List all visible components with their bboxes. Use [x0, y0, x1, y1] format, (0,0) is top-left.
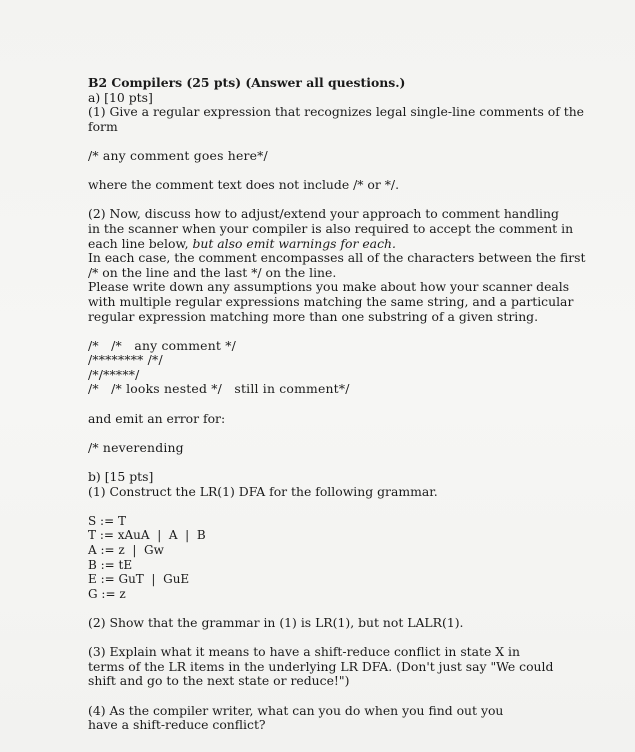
part-b-label: b) [15 pts]	[88, 469, 154, 485]
grammar-rule: T := xAuA | A | B	[88, 528, 206, 543]
part-b-q3-line: shift and go to the next state or reduce!")	[88, 673, 350, 689]
part-b-q2: (2) Show that the grammar in (1) is LR(1), but not LALR(1).	[88, 614, 464, 630]
part-a-q2-line: in the scanner when your compiler is also required to accept the comment in	[88, 220, 574, 236]
grammar-rule: B := tE	[88, 557, 133, 572]
part-a-q2-line	[88, 237, 558, 252]
part-a-q2-line: regular expression matching more than one substring of a given string.	[88, 308, 539, 324]
q2-plain-text: each line below,	[88, 235, 193, 251]
exam-content	[88, 75, 586, 733]
part-a-q1-line: form	[88, 118, 118, 134]
part-a-q2-line: Please write down any assumptions you make about how your scanner deals	[88, 279, 570, 295]
error-example: /* neverending	[88, 439, 184, 455]
part-a-q1-line: (1) Give a regular expression that recognizes legal single-line comments of the	[88, 104, 585, 120]
warning-example: /*/*****/	[88, 366, 140, 382]
part-a-q2-line: In each case, the comment encompasses all of the characters between the first	[88, 250, 586, 266]
comment-example: /* any comment goes here*/	[88, 147, 268, 163]
grammar-rule: G := z	[88, 586, 126, 601]
part-b-q4-line: (4) As the compiler writer, what can you do when you find out you	[88, 702, 504, 718]
part-a-label: a) [10 pts]	[88, 89, 153, 105]
exam-title: B2 Compilers (25 pts) (Answer all questions.)	[88, 75, 406, 90]
part-b-q1: (1) Construct the LR(1) DFA for the following grammar.	[88, 483, 438, 499]
warning-example: /* /* looks nested */ still in comment*/	[88, 381, 350, 397]
part-b-q3-line: (3) Explain what it means to have a shift-reduce conflict in state X in	[88, 644, 521, 660]
error-intro: and emit an error for:	[88, 410, 226, 426]
grammar-rule: A := z | Gw	[88, 543, 164, 557]
part-a-q2-line: /* on the line and the last */ on the line.	[88, 264, 337, 280]
grammar-block	[88, 514, 558, 602]
grammar-rule: E := GuT | GuE	[88, 572, 190, 587]
part-b-q4-line: have a shift-reduce conflict?	[88, 717, 266, 733]
part-a-q1-condition: where the comment text does not include /* or */.	[88, 177, 400, 193]
grammar-rule: S := T	[88, 513, 126, 528]
q2-italic-emphasis: but also emit warnings for each.	[192, 235, 396, 251]
part-a-q2-line: with multiple regular expressions matching the same string, and a particular	[88, 293, 574, 309]
part-b-q3-line: terms of the LR items in the underlying LR DFA. (Don't just say "We could	[88, 658, 554, 674]
warning-example: /* /* any comment */	[88, 337, 236, 353]
part-a-q2-line: (2) Now, discuss how to adjust/extend your approach to comment handling	[88, 206, 559, 222]
warning-example: /******** /*/	[88, 352, 163, 368]
